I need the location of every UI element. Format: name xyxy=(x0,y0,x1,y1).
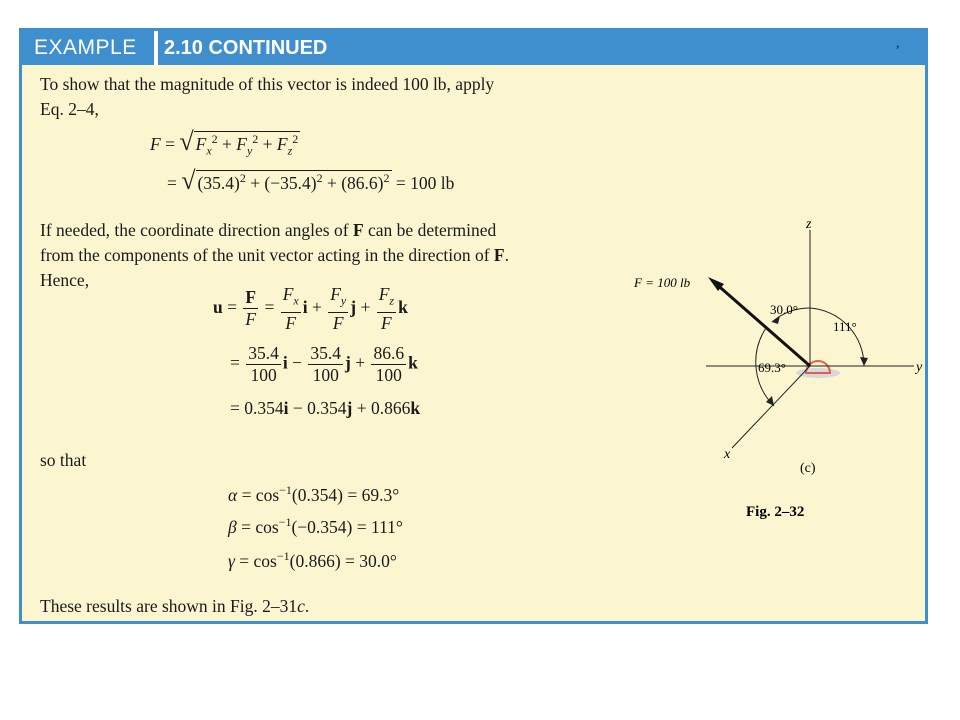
eq-equals: = xyxy=(167,173,177,193)
alpha-equation xyxy=(228,483,399,506)
eq-term: (35.4) xyxy=(197,173,240,193)
subfigure-label: (c) xyxy=(800,461,816,476)
force-vector xyxy=(714,282,810,366)
text-run: These results are shown in Fig. 2–31 xyxy=(40,596,298,616)
vector-symbol: F xyxy=(352,220,364,240)
eq-term: − 0.354 xyxy=(288,398,347,418)
unit-vector-equation-2 xyxy=(230,343,418,386)
eq-power: 2 xyxy=(239,171,246,186)
text-run: . xyxy=(304,596,310,616)
text-run: . xyxy=(504,245,509,265)
intro-paragraph xyxy=(40,72,494,122)
header-separator xyxy=(154,31,158,65)
eq-subscript: y xyxy=(246,143,253,158)
eq-result: (−0.354) = 111° xyxy=(291,516,403,537)
arc-arrowhead xyxy=(772,316,780,324)
radicand xyxy=(194,131,301,158)
eq-term: F xyxy=(195,134,207,154)
eq-minus: − xyxy=(292,352,302,373)
unit-k: k xyxy=(410,398,421,418)
eq-term: = cos xyxy=(237,484,280,505)
x-axis xyxy=(732,366,810,448)
eq-equals: = xyxy=(264,296,275,317)
axis-y-label: y xyxy=(916,360,923,375)
axis-z-label: z xyxy=(806,217,812,232)
radical-sign: √ xyxy=(181,166,196,195)
unit-k: k xyxy=(398,296,408,317)
fraction: $\frac{35.4}{100}$ xyxy=(248,343,279,385)
beta-equation xyxy=(228,515,403,538)
eq-subscript: x xyxy=(206,143,212,158)
eq-power: 2 xyxy=(252,132,259,147)
radicand xyxy=(196,170,392,193)
eq-term: 0.354 xyxy=(244,398,284,418)
eq-term: + 0.866 xyxy=(352,398,411,418)
fraction: $\frac{F_z}{F}$ xyxy=(378,284,395,333)
fraction: $\frac{F_x}{F}$ xyxy=(282,284,299,333)
eq-term: + (86.6) xyxy=(322,173,384,193)
magnitude-equation-2 xyxy=(167,166,454,196)
intro-line-2: Eq. 2–4, xyxy=(40,99,99,119)
angle-gamma-label: 30.0° xyxy=(770,302,798,317)
eq-result: (0.866) = 30.0° xyxy=(289,550,397,571)
example-header xyxy=(22,31,925,65)
stray-mark: , xyxy=(896,36,900,51)
angle-symbol: β xyxy=(228,516,237,537)
unit-i: i xyxy=(282,352,288,373)
eq-term: = cos xyxy=(236,516,279,537)
vector-symbol: F xyxy=(493,245,505,265)
fraction: $\frac{F_y}{F}$ xyxy=(330,284,347,333)
eq-plus: + xyxy=(262,134,273,154)
eq-equals: = xyxy=(230,398,240,418)
example-label: EXAMPLE xyxy=(34,36,137,59)
direction-line-2 xyxy=(40,243,509,268)
eq-plus: + xyxy=(311,296,322,317)
force-label: F = 100 lb xyxy=(634,275,691,290)
eq-power: 2 xyxy=(292,132,299,147)
eq-term: = cos xyxy=(234,550,277,571)
fraction: $\frac{35.4}{100}$ xyxy=(310,343,341,385)
eq-power: −1 xyxy=(278,515,292,529)
text-run: can be determined xyxy=(363,220,497,240)
direction-line-1 xyxy=(40,218,509,243)
fraction: $\frac{86.6}{100}$ xyxy=(373,343,405,385)
unit-i: i xyxy=(283,398,289,418)
gamma-equation xyxy=(228,549,397,572)
fraction: $\frac{F}{F}$ xyxy=(245,287,257,330)
magnitude-equation-1 xyxy=(150,127,300,159)
eq-power: 2 xyxy=(316,171,323,186)
eq-equals: = xyxy=(230,352,240,373)
unit-vector-equation-1 xyxy=(213,284,408,334)
eq-power: −1 xyxy=(276,549,290,563)
unit-j: j xyxy=(345,352,351,373)
results-text xyxy=(40,594,309,619)
eq-plus: + xyxy=(360,296,371,317)
so-that-text: so that xyxy=(40,450,87,470)
angle-beta-label: 111° xyxy=(833,319,857,334)
beta-arc xyxy=(810,308,864,366)
example-title: 2.10 CONTINUED xyxy=(164,37,328,59)
eq-equals: = xyxy=(165,134,175,154)
eq-symbol: u xyxy=(213,296,223,317)
angle-symbol: α xyxy=(228,484,238,505)
eq-term: + (−35.4) xyxy=(245,173,317,193)
unit-k: k xyxy=(408,352,418,373)
eq-result: (0.354) = 69.3° xyxy=(291,484,400,505)
eq-subscript: z xyxy=(287,143,293,158)
radical-sign: √ xyxy=(179,127,194,156)
arc-arrowhead xyxy=(860,357,868,366)
vector-figure xyxy=(610,190,930,530)
angle-alpha-label: 69.3° xyxy=(758,360,786,375)
eq-term: F xyxy=(276,134,288,154)
direction-line-3: Hence, xyxy=(40,270,90,290)
unit-j: j xyxy=(350,296,357,317)
text-run: from the components of the unit vector acting in the direction of xyxy=(40,245,494,265)
unit-vector-equation-3 xyxy=(230,398,420,419)
eq-power: 2 xyxy=(383,171,390,186)
eq-plus: + xyxy=(222,134,232,154)
axis-x-label: x xyxy=(724,447,731,462)
eq-power: 2 xyxy=(211,132,218,147)
text-run: If needed, the coordinate direction angles of xyxy=(40,220,353,240)
intro-line-1: To show that the magnitude of this vector is indeed 100 lb, apply xyxy=(40,74,495,94)
direction-paragraph xyxy=(40,218,509,293)
unit-j: j xyxy=(346,398,353,418)
eq-result: = 100 lb xyxy=(395,173,455,193)
figure-caption: Fig. 2–32 xyxy=(746,504,805,520)
eq-term: F xyxy=(236,134,247,154)
angle-symbol: γ xyxy=(228,550,235,571)
eq-plus: + xyxy=(355,352,366,373)
eq-equals: = xyxy=(227,296,237,317)
text-run: c xyxy=(297,596,305,616)
unit-i: i xyxy=(302,296,308,317)
eq-symbol: F xyxy=(150,134,161,154)
eq-power: −1 xyxy=(279,483,292,497)
